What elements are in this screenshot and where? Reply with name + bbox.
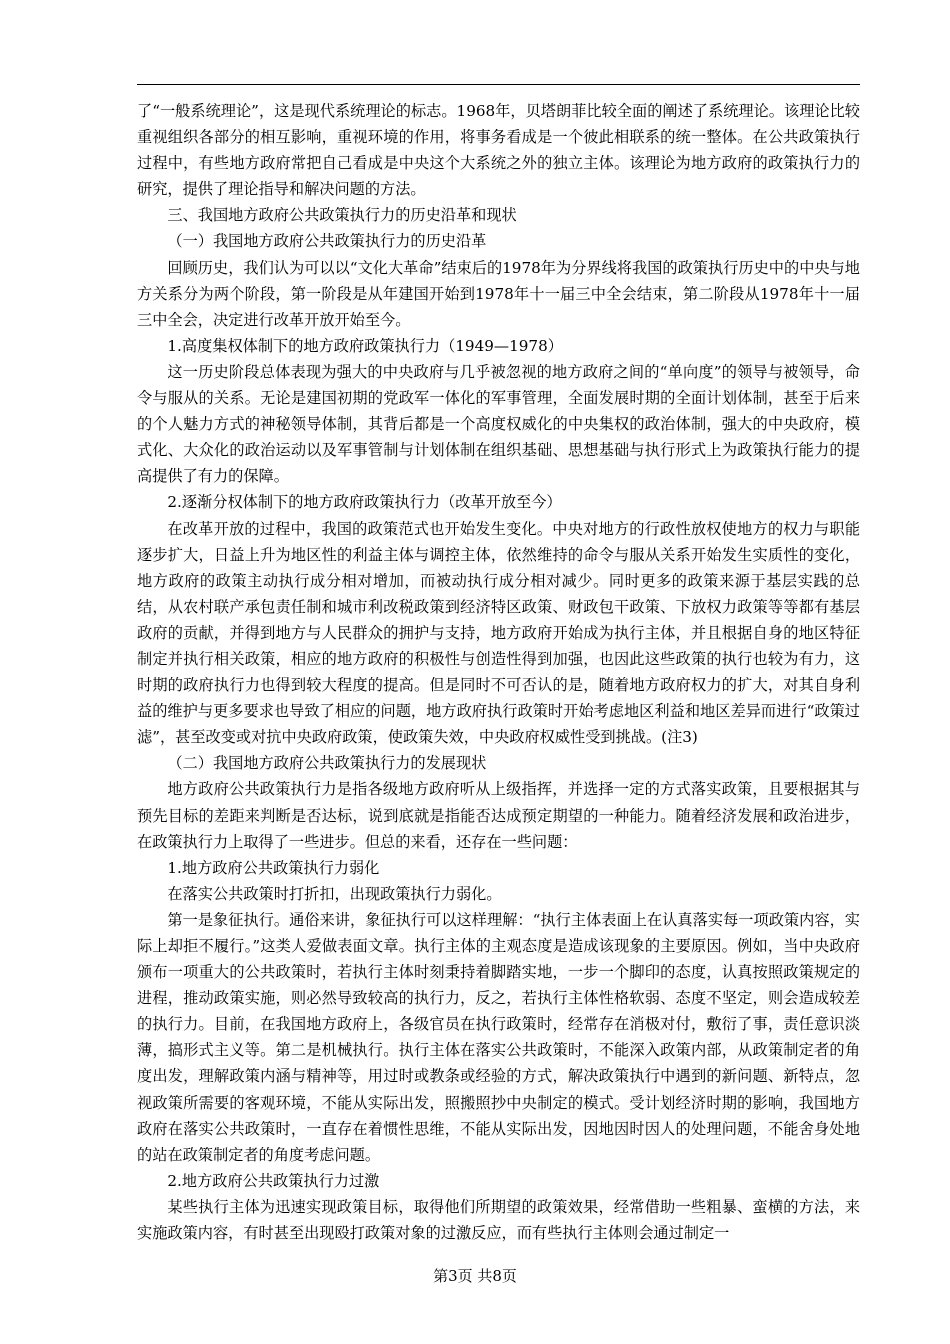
section-heading-3: 三、我国地方政府公共政策执行力的历史沿革和现状 xyxy=(167,206,517,225)
header-rule xyxy=(137,84,860,85)
item-heading-1: 1.地方政府公共政策执行力弱化 xyxy=(167,858,380,877)
paragraph: 地方政府公共政策执行力是指各级地方政府听从上级指挥，并选择一定的方式落实政策，且要根据其与预先目标的差距来判断是否达标，说到底就是指能否达成预定期望的一种能力。随着经济发展和政治进步，在政策执行力上取得了一些进步。但总的来看，还存在一些问题： xyxy=(137,780,860,851)
subsection-heading-1: （一）我国地方政府公共政策执行力的历史沿革 xyxy=(167,232,487,251)
item-heading-2: 2.地方政府公共政策执行力过激 xyxy=(167,1171,380,1190)
subsection-heading-2: （二）我国地方政府公共政策执行力的发展现状 xyxy=(167,754,487,773)
paragraph: 这一历史阶段总体表现为强大的中央政府与几乎被忽视的地方政府之间的“单向度”的领导与被领导，命令与服从的关系。无论是建国初期的党政军一体化的军事管理，全面发展时期的全面计划体制，甚至于后来的个人魅力方式的神秘领导体制，其背后都是一个高度权威化的中央集权的政治体制，强大的中央政府，模式化、大众化的政治运动以及军事管制与计划体制在组织基础、思想基础与执行形式上为政策执行能力的提高提供了有力的保障。 xyxy=(137,362,860,486)
paragraph: 某些执行主体为迅速实现政策目标，取得他们所期望的政策效果，经常借助一些粗暴、蛮横的方法，来实施政策内容，有时甚至出现殴打政策对象的过激反应，而有些执行主体则会通过制定一 xyxy=(137,1197,860,1243)
paragraph: 在落实公共政策时打折扣，出现政策执行力弱化。 xyxy=(167,884,502,903)
paragraph-continued: 了“一般系统理论”，这是现代系统理论的标志。1968年，贝塔朗菲比较全面的阐述了系统理论。该理论比较重视组织各部分的相互影响，重视环境的作用，将事务看成是一个彼此相联系的统一整体。在公共政策执行过程中，有些地方政府常把自己看成是中央这个大系统之外的独立主体。该理论为地方政府的政策执行力的研究，提供了理论指导和解决问题的方法。 xyxy=(137,102,860,199)
paragraph: 回顾历史，我们认为可以以“文化大革命”结束后的1978年为分界线将我国的政策执行历史中的中央与地方关系分为两个阶段，第一阶段是从年建国开始到1978年十一届三中全会结束，第二阶段从1978年十一届三中全会，决定进行改革开放开始至今。 xyxy=(137,258,860,329)
page-number: 第3页 共8页 xyxy=(433,1267,517,1285)
paragraph: 在改革开放的过程中，我国的政策范式也开始发生变化。中央对地方的行政性放权使地方的权力与职能逐步扩大，日益上升为地区性的利益主体与调控主体，依然维持的命令与服从关系开始发生实质性的变化，地方政府的政策主动执行成分相对增加，而被动执行成分相对减少。同时更多的政策来源于基层实践的总结，从农村联产承包责任制和城市利改税政策到经济特区政策、财政包干政策、下放权力政策等等都有基层政府的贡献，并得到地方与人民群众的拥护与支持，地方政府开始成为执行主体，并且根据自身的地区特征制定并执行相关政策，相应的地方政府的积极性与创造性得到加强，也因此这些政策的执行也较为有力，这时期的政府执行力也得到较大程度的提高。但是同时不可否认的是，随着地方政府权力的扩大，对其自身利益的维护与更多要求也导致了相应的问题，地方政府执行政策时开始考虑地区利益和地区差异而进行“政策过滤”，甚至改变或对抗中央政府政策，使政策失效，中央政府权威性受到挑战。(注3) xyxy=(137,519,860,747)
item-heading-2: 2.逐渐分权体制下的地方政府政策执行力（改革开放至今） xyxy=(167,493,562,512)
paragraph: 第一是象征执行。通俗来讲，象征执行可以这样理解：“执行主体表面上在认真落实每一项政策内容，实际上却拒不履行。”这类人爱做表面文章。执行主体的主观态度是造成该现象的主要原因。例如，当中央政府颁布一项重大的公共政策时，若执行主体时刻秉持着脚踏实地，一步一个脚印的态度，认真按照政策规定的进程，推动政策实施，则必然导致较高的执行力，反之，若执行主体性格软弱、态度不坚定，则会造成较差的执行力。目前，在我国地方政府上，各级官员在执行政策时，经常存在消极对付，敷衍了事，责任意识淡薄，搞形式主义等。第二是机械执行。执行主体在落实公共政策时，不能深入政策内部，从政策制定者的角度出发，理解政策内涵与精神等，用过时或教条或经验的方式，解决政策执行中遇到的新问题、新特点，忽视政策所需要的客观环境，不能从实际出发，照搬照抄中央制定的模式。受计划经济时期的影响，我国地方政府在落实公共政策时，一直存在着惯性思维，不能从实际出发，因地因时因人的处理问题，不能舍身处地的站在政策制定者的角度考虑问题。 xyxy=(137,910,860,1164)
body-text xyxy=(137,98,860,1246)
item-heading-1: 1.高度集权体制下的地方政府政策执行力（1949—1978） xyxy=(167,336,563,355)
